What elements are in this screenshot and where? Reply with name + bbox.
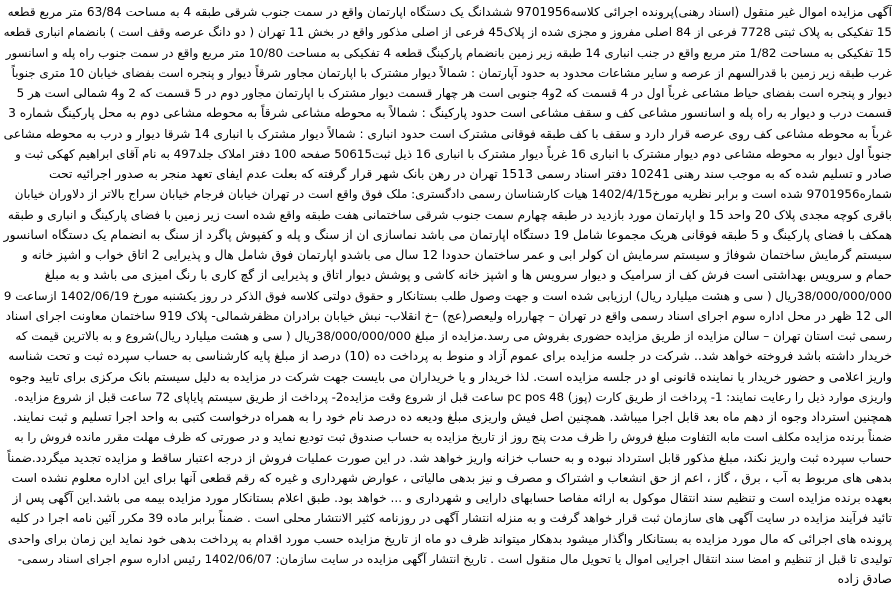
notice-paragraph (3, 2, 892, 589)
notice-line-4: غرب طبقه زیر زمین با قدرالسهم از عرصه و سایر مشاعات محدود به حدود آپارتمان : شمالاً دیوار مشترک با اپارتمان مجاور شرقاً دیوار و پنجره است بفضای خیابان 10 متری جنوباً (11, 65, 892, 80)
notice-line-28: تولیدی تا قبل از تنظیم و امضا سند انتقال اجرایی اموال یا تحویل مال منقول است . تاریخ انتشار آگهی مزایده در سایت سازمان: 1402/06/07 رئیس اداره سوم اجرای اسناد رسمی- (17, 551, 892, 566)
notice-line-26: تائید فرآیند مزایده در سایت آگهی های سازمان ثبت قرار خواهد گرفت و به منزله انتشار آگهی در روزنامه کثیر الانتشار محلی است . ضمناً برابر ماده 39 مکرر آئین نامه اجرا در کلیه (9, 511, 892, 526)
notice-line-1: آگهی مزایده اموال غیر منقول (اسناد رهنی)پرونده اجرائی کلاسه9701956 ششدانگ یک دستگاه اپارتمان واقع در سمت جنوب شرقی طبقه 4 به مساحت 63/84 متر مربع قطعه (7, 5, 892, 19)
notice-line-14: حمام و سرویس بهداشتی است فرش کف از سرامیک و دیوار سرویس ها و اشپز خانه کاشی و پوشش دیوار اتاق و پذیرایی از گچ کاری با رنگ امیزی می باشد و به مبلغ (44, 268, 892, 283)
notice-line-2: 15 تفکیکی به پلاک ثبتی 7728 فرعی از 84 اصلی مفروز و مجزی شده از پلاک45 فرعی از اصلی مذکور واقع در بخش 11 تهران ( دو دانگ عرصه وقف است ) بانضمام انباری قطعه (3, 25, 892, 40)
notice-line-9: صادر و تسلیم شده که به موجب سند رهنی 10241 دفتر اسناد رسمی 1513 تهران در رهن بانک شهر قرار گرفته که بعلت عدم ایفای تعهد منجر به صدور اجرائیه تحت (48, 167, 892, 181)
notice-line-10: شماره9701956 شده است و برابر نظریه مورخ1402/4/15 هیات کارشناسان رسمی دادگستری: ملک فوق واقع است در تهران خیابان فرجام خیابان سراج بالاتر از دلاوران خیابان (14, 187, 892, 202)
notice-line-17: رسمی ثبت استان تهران – سالن مزایده از طریق مزایده حضوری بفروش می رسد.مزایده از مبلغ 38/000/000/000ریال ( سی و هشت میلیارد ریال)شروع و به بالاترین قیمت که (15, 329, 892, 343)
notice-line-11: باقری کوچه مجدی پلاک 20 واحد 15 و اپارتمان مورد بازدید در طبقه چهارم سمت جنوب شرقی ساختمانی هفت طبقه واقع شده است زیر زمین با فضای پارکینگ و انباری و طبقه (7, 207, 892, 222)
notice-line-22: ضمناً برنده مزایده مکلف است مابه التفاوت مبلغ فروش را ظرف مدت پنج روز از تاریخ مزایده به حساب صندوق ثبت تودیع نماید و در صورتی که ظرف مهلت مقرر مانده فروش را به (14, 430, 892, 445)
notice-line-12: همکف با فضای پارکینگ و 5 طبقه فوقانی هریک مجموعا شامل 19 دستگاه اپارتمان می باشد نماسازی ان از سنگ و پله و کفپوش پاگرد از سنگ به انضمام یک دستگاه اسانسور (3, 227, 892, 242)
notice-line-20: واریزی موارد ذیل را رعایت نمایند: 1- پرداخت از طریق کارت (پوز) pc pos 48 ساعت قبل از شروع وقت مزایده2- پرداخت از طریق سیستم پایاپای 72 ساعت قبل از شروع مزایده. (14, 389, 892, 404)
notice-line-25: بعهده برنده مزایده است و تنظیم سند انتقال موکول به ارائه مفاصا حسابهای دارایی و شهرداری و ... خواهد بود. طبق اعلام بستانکار مورد مزایده بیمه می باشد.این آگهی پس از (12, 491, 892, 505)
notice-line-24: بدهی های مربوط به آب ، برق ، گاز ، اعم از حق انشعاب و اشتراک و مصرف و نیز بدهی مالیاتی ، عوارض شهرداری و غیره که رقم قطعی آنها برای این اداره معلوم نشده است (11, 470, 892, 485)
notice-line-18: خریدار داشته باشد فروخته خواهد شد.. شرکت در جلسه مزایده برای عموم آزاد و منوط به پرداخت ده (10) درصد از مبلغ پایه کارشناسی به حساب سپرده ثبت و تحت شناسه (8, 349, 892, 364)
notice-line-6: قسمت درب و دیوار به راه پله و اسانسور مشاعی کف و سقف مشاعی است حدود پارکینگ : شمالاً به محوطه مشاعی شرقاً به محوطه مشاعی دوم به محل پارکینگ شماره 3 (8, 106, 892, 121)
notice-line-8: جنوباً اول دیوار به محوطه مشاعی دوم دیوار مشترک با انباری 16 غرباً دیوار مشترک با انباری 16 ذیل ثبت50615 صفحه 100 دفتر املاک جلد497 به نام آقای ابراهیم کهکی ثبت و (15, 146, 892, 161)
notice-line-16: الی 12 ظهر در محل اداره سوم اجرای اسناد رسمی واقع در تهران – چهارراه ولیعصر(عج) –خ انقلاب- نبش خیابان برادران مظفرشمالی- پلاک 919 ساختمان معاونت اجرای اسناد (5, 308, 892, 323)
notice-line-13: سیستم گرمایش ساختمان شوفاژ و سیستم سرمایش ان کولر ابی و عمر ساختمان حدودا 12 سال می باشدو اپارتمان فوق شامل هال و پذیرایی 2 اتاق خواب و اشپز خانه و (21, 248, 892, 262)
notice-line-19: واریز اعلامی و حضور خریدار یا نماینده قانونی او در جلسه مزایده است. لذا خریدار و یا خریداران می بایست جهت شرکت در مزایده به دلیل سیستم بانک مرکزی برای تایید وجوه (9, 369, 892, 384)
notice-line-15: 38/000/000/000ریال ( سی و هشت میلیارد ریال) ارزیابی شده است و جهت وصول طلب بستانکار و حقوق دولتی کلاسه فوق الذکر در روز یکشنبه مورخ 1402/06/19 ازساعت 9 (3, 288, 892, 303)
notice-line-7: غرباً به محوطه مشاعی کف روی عرصه قرار دارد و سقف با کف طبقه فوقانی مشترک است حدود انباری : شمالاً دیوار مشترک با انباری 14 شرقا دیوار و درب به محوطه مشاعی (3, 126, 892, 141)
notice-line-5: دیوار و پنجره است بفضای حیاط مشاعی غرباً اول در 4 قسمت که 2و4 جنوبی است هر چهار قسمت دیوار مشترک با اپارتمان مجاور دوم در 5 قسمت که 2 و4 شمالی است هر 5 (16, 86, 892, 100)
notice-line-27: پرونده های اجرائی که مال مورد مزایده به بستانکار واگذار میشود بدهکار میتواند ظرف دو ماه از تاریخ مزایده حسب مورد اقدام به پرداخت بدهی خود نماید این زمان برای واحدی (7, 531, 892, 546)
notice-line-21: همچنین استرداد وجوه از دهم ماه بعد قابل اجرا میباشد. همچنین اصل فیش واریزی مبلغ ودیعه ده درصد نام خود را به همراه درخواست کتبی به واحد اجرا تسلیم و ثبت نمایند. (12, 410, 892, 424)
notice-line-3: 15 تفکیکی به مساحت 1/82 متر مربع واقع در جنب انباری 14 طبقه زیر زمین بانضمام پارکینگ قطعه 4 تفکیکی به مساحت 10/80 متر مربع واقع در سمت جنوب راه پله و اسانسور (5, 45, 892, 60)
notice-line-23: حساب سپرده ثبت واریز نکند، مبلغ مذکور قابل استرداد نبوده و به حساب خزانه واریز خواهد شد. در این صورت عملیات فروش از درجه اعتبار ساقط و مزایده تجدید میگردد.ضمناً (7, 450, 892, 465)
notice-signature: صادق زاده (837, 572, 892, 586)
